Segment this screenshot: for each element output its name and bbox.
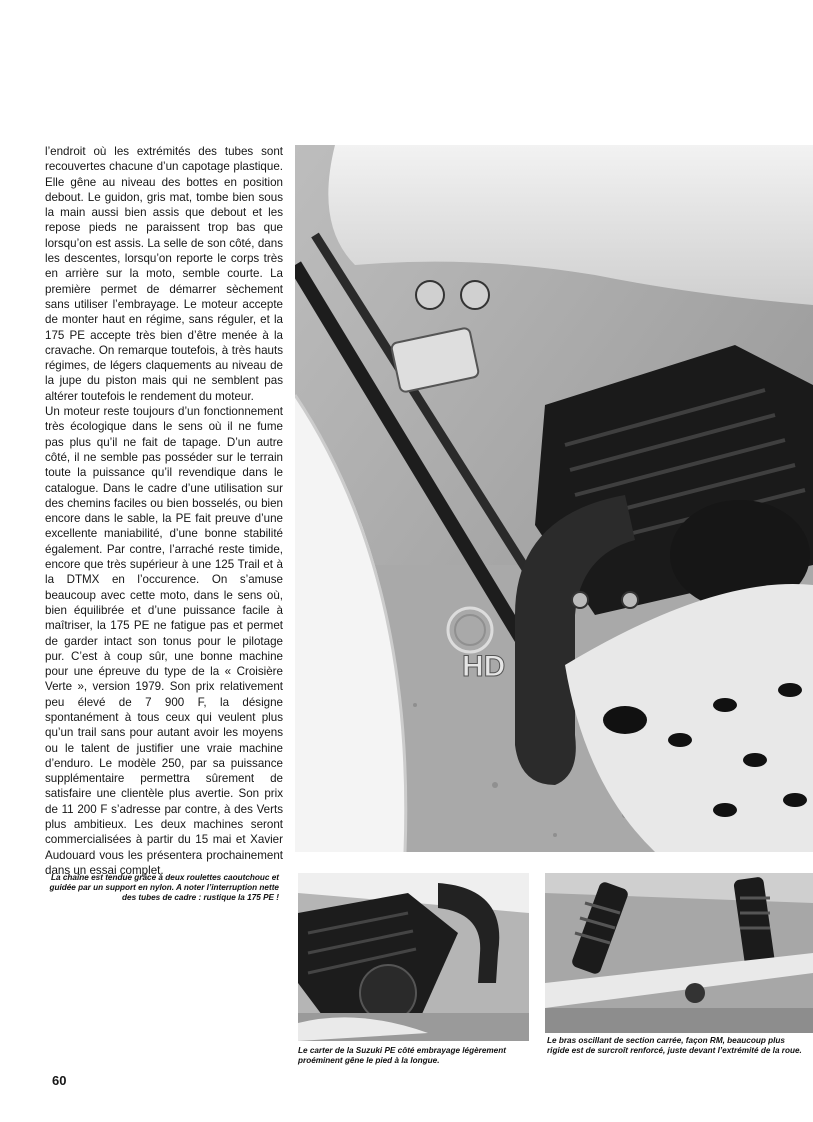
caption-clutch-casing: Le carter de la Suzuki PE côté embrayage légèrement proéminent gêne le pied à la longue. <box>298 1046 506 1066</box>
page-number: 60 <box>52 1073 67 1088</box>
watermark-logo <box>440 600 520 680</box>
caption-swingarm: Le bras oscillant de section carrée, façon RM, beaucoup plus rigide est de surcroît renforcé, juste devant l’extrémité de la roue. <box>547 1036 802 1056</box>
article-paragraph: l’endroit où les extrémités des tubes sont recouvertes chacune d’un capotage plastique. Elle gêne au niveau des bottes en position debout. Le guidon, gris mat, tombe bien sous la main aussi bien assis que debout et les repose pieds ne paraissent trop bas que lorsqu’on est assis. La selle de son côté, dans les descentes, lorsqu’on reporte le corps très en arrière sur la moto, semble courte. La première permet de démarrer sèchement sans utiliser l’embrayage. Le moteur accepte de monter haut en régime, sans réguler, et la 175 PE accepte très bien d’être menée à la cravache. On remarque toutefois, à très hauts régimes, de légers claquements au niveau de la jupe du piston mais qui ne semblent pas altérer toutefois le rendement du moteur. <box>45 145 283 403</box>
svg-text:HD: HD <box>462 650 506 680</box>
article-text-column <box>45 144 283 878</box>
swingarm-photo <box>545 873 813 1033</box>
article-paragraph: Un moteur reste toujours d’un fonctionnement très écologique dans le sens où il ne fume pas plus qu’il ne fait de tapage. D’un autre côté, il ne semble pas posséder sur le terrain toute la puissance qu’il revendique dans le catalogue. Dans le cadre d’une utilisation sur des chemins faciles ou bien bosselés, ou bien encore dans le sable, la PE fait preuve d’une excellente maniabilité, d’une bonne stabilité également. Par contre, l’arraché reste timide, encore que très supérieur à une 125 Trail et à la DTMX en l’occurence. On s’amuse beaucoup avec cette moto, dans le sens où, bien équilibrée et d’une puissance facile à maîtriser, la 175 PE ne fatigue pas et permet de garder intact son tonus pour le pilotage pur. C’est à coup sûr, une bonne machine pour une épreuve du type de la « Croisière Verte », version 1979. Son prix relativement peu élevé de 7 900 F, la désigne spontanément à tous ceux qui veulent plus qu’un trail sans pour autant avoir les moyens ou le talent de justifier une vraie machine d’enduro. Le modèle 250, par sa puissance supplémentaire permettra sûrement de satisfaire une clientèle plus avertie. Son prix de 11 200 F s’adresse par contre, à des Verts plus ambitieux. Les deux machines seront commercialisées à partir du 15 mai et Xavier Audouard vous les présentera prochainement dans un essai complet. <box>45 405 283 877</box>
engine-closeup-photo <box>295 145 813 852</box>
clutch-casing-photo <box>298 873 529 1041</box>
caption-chain-tensioner: La chaîne est tendue grâce à deux roulettes caoutchouc et guidée par un support en nylon. A noter l’interruption nette des tubes de cadre : rustique la 175 PE ! <box>49 873 279 903</box>
